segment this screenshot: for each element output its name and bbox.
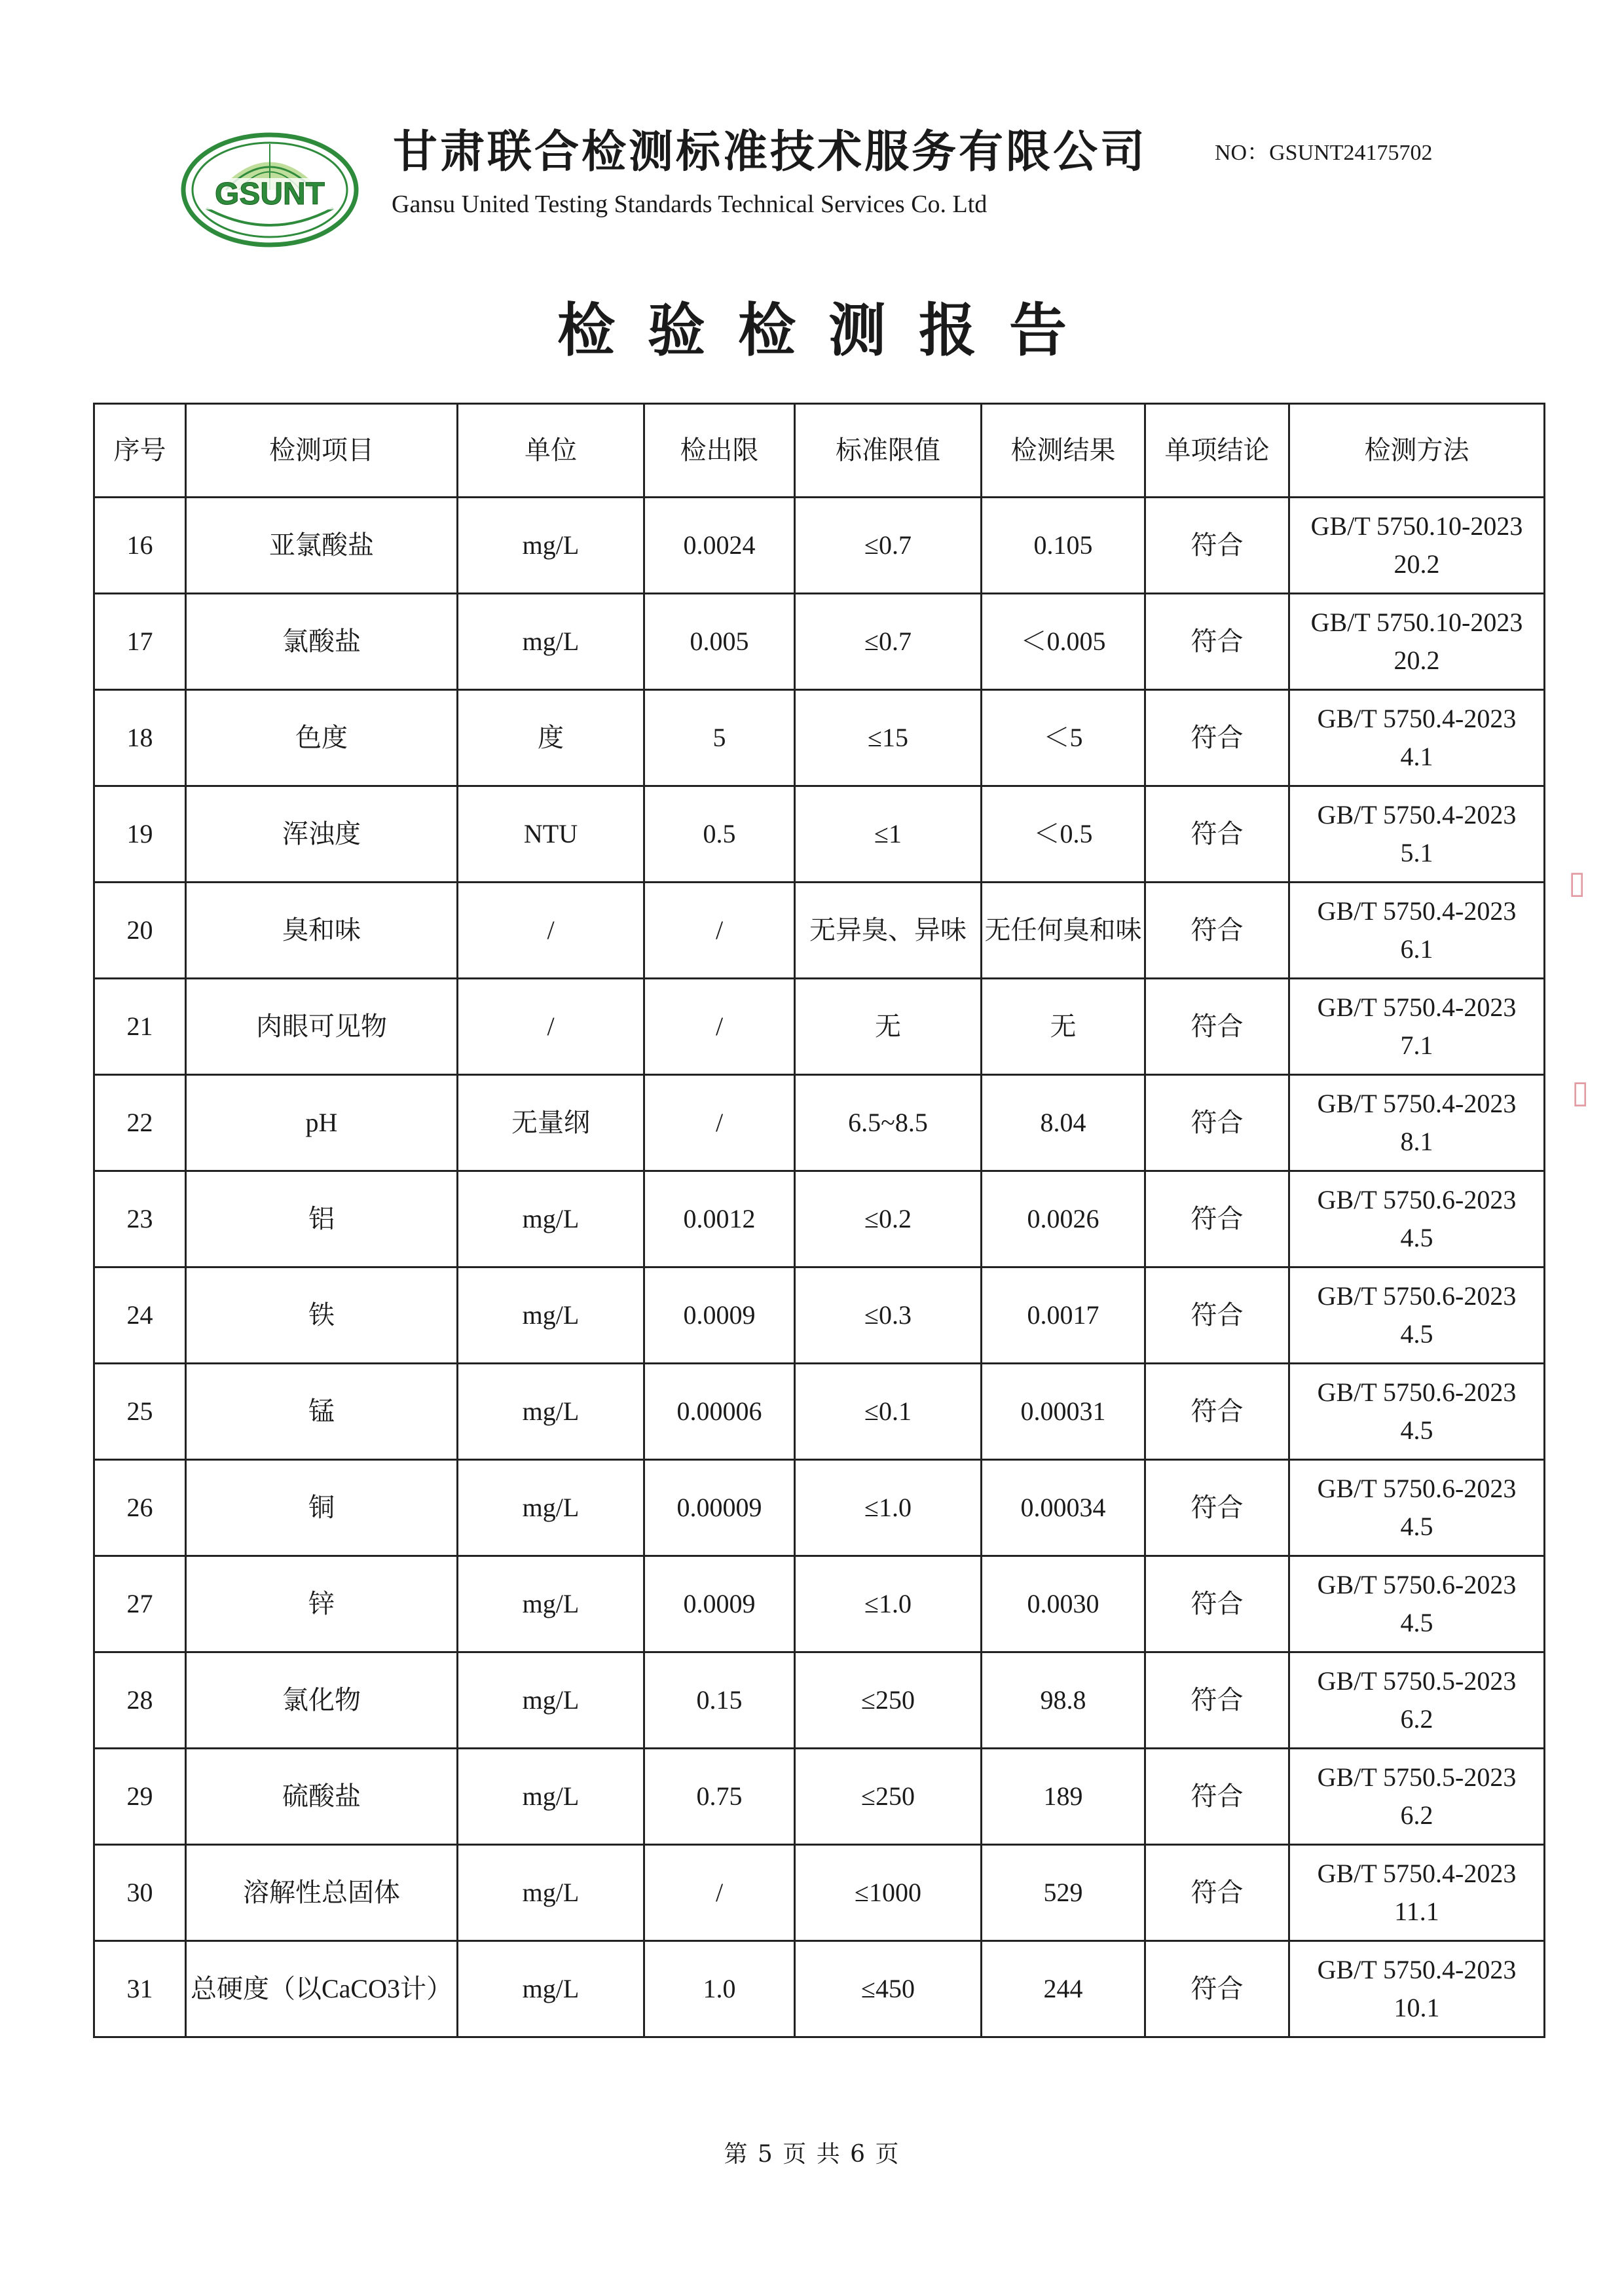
- row-item: pH: [186, 1075, 458, 1171]
- row-standard-limit: 6.5~8.5: [795, 1075, 982, 1171]
- row-conclusion: 符合: [1145, 1941, 1289, 2037]
- row-conclusion: 符合: [1145, 786, 1289, 883]
- row-no: 23: [94, 1171, 186, 1267]
- table-row: [94, 1845, 1545, 1941]
- row-unit: mg/L: [458, 1364, 644, 1460]
- row-result: 无任何臭和味: [982, 883, 1145, 979]
- header-unit: 单位: [458, 404, 644, 498]
- row-conclusion: 符合: [1145, 1652, 1289, 1749]
- method-standard: GB/T 5750.4-2023: [1317, 993, 1517, 1022]
- row-item: 锌: [186, 1556, 458, 1652]
- row-detection-limit: 0.5: [644, 786, 795, 883]
- table-row: [94, 1652, 1545, 1749]
- row-unit: NTU: [458, 786, 644, 883]
- row-detection-limit: 0.00006: [644, 1364, 795, 1460]
- table-header-row: [94, 404, 1545, 498]
- table-row: [94, 1941, 1545, 2037]
- row-no: 29: [94, 1749, 186, 1845]
- row-item: 铝: [186, 1171, 458, 1267]
- row-detection-limit: 0.0012: [644, 1171, 795, 1267]
- row-standard-limit: ≤0.7: [795, 594, 982, 690]
- row-result: 0.00034: [982, 1460, 1145, 1556]
- row-method: [1289, 1556, 1545, 1652]
- method-standard: GB/T 5750.4-2023: [1317, 1955, 1517, 1984]
- row-method: [1289, 1171, 1545, 1267]
- table-row: [94, 1364, 1545, 1460]
- method-clause: 4.5: [1400, 1608, 1433, 1637]
- company-name-en: Gansu United Testing Standards Technical Services Co. Ltd: [392, 191, 987, 218]
- row-no: 20: [94, 883, 186, 979]
- row-conclusion: 符合: [1145, 1749, 1289, 1845]
- method-clause: 5.1: [1400, 838, 1433, 867]
- row-standard-limit: ≤1: [795, 786, 982, 883]
- row-conclusion: 符合: [1145, 498, 1289, 594]
- row-method: [1289, 1075, 1545, 1171]
- method-clause: 20.2: [1393, 646, 1440, 675]
- row-standard-limit: ≤0.2: [795, 1171, 982, 1267]
- row-conclusion: 符合: [1145, 1556, 1289, 1652]
- row-result: 0.0026: [982, 1171, 1145, 1267]
- row-item: 溶解性总固体: [186, 1845, 458, 1941]
- row-conclusion: 符合: [1145, 1845, 1289, 1941]
- method-standard: GB/T 5750.4-2023: [1317, 800, 1517, 829]
- method-standard: GB/T 5750.4-2023: [1317, 1859, 1517, 1888]
- page-footer: 第 5 页 共 6 页: [724, 2141, 900, 2168]
- table-row: [94, 1460, 1545, 1556]
- seam-stamp-fragment-icon: ▯: [1572, 1074, 1589, 1110]
- logo-text: GSUNT: [215, 177, 325, 211]
- row-item: 氯化物: [186, 1652, 458, 1749]
- method-standard: GB/T 5750.4-2023: [1317, 896, 1517, 926]
- row-no: 16: [94, 498, 186, 594]
- row-conclusion: 符合: [1145, 690, 1289, 786]
- row-result: ＜0.005: [982, 594, 1145, 690]
- row-item: 浑浊度: [186, 786, 458, 883]
- row-item: 色度: [186, 690, 458, 786]
- row-item: 硫酸盐: [186, 1749, 458, 1845]
- method-standard: GB/T 5750.6-2023: [1317, 1377, 1517, 1407]
- row-result: 244: [982, 1941, 1145, 2037]
- row-unit: /: [458, 979, 644, 1075]
- method-clause: 4.1: [1400, 742, 1433, 771]
- row-result: 0.0030: [982, 1556, 1145, 1652]
- row-method: [1289, 1364, 1545, 1460]
- header-conclusion: 单项结论: [1145, 404, 1289, 498]
- company-name-cn: 甘肃联合检测标准技术服务有限公司: [393, 126, 1148, 178]
- row-standard-limit: ≤1.0: [795, 1460, 982, 1556]
- row-no: 27: [94, 1556, 186, 1652]
- table-row: [94, 979, 1545, 1075]
- row-detection-limit: 0.0024: [644, 498, 795, 594]
- row-detection-limit: 1.0: [644, 1941, 795, 2037]
- method-standard: GB/T 5750.6-2023: [1317, 1570, 1517, 1599]
- row-no: 25: [94, 1364, 186, 1460]
- row-standard-limit: ≤15: [795, 690, 982, 786]
- logo-graphic: [180, 131, 360, 249]
- table-row: [94, 1267, 1545, 1364]
- row-unit: mg/L: [458, 1556, 644, 1652]
- row-method: [1289, 1845, 1545, 1941]
- row-detection-limit: 0.15: [644, 1652, 795, 1749]
- row-unit: mg/L: [458, 1171, 644, 1267]
- row-item: 肉眼可见物: [186, 979, 458, 1075]
- row-item: 氯酸盐: [186, 594, 458, 690]
- report-title: 检验检测报告: [557, 296, 1099, 364]
- method-standard: GB/T 5750.4-2023: [1317, 704, 1517, 733]
- row-no: 22: [94, 1075, 186, 1171]
- row-conclusion: 符合: [1145, 979, 1289, 1075]
- row-result: ＜0.5: [982, 786, 1145, 883]
- row-method: [1289, 883, 1545, 979]
- row-unit: mg/L: [458, 1652, 644, 1749]
- row-unit: 无量纲: [458, 1075, 644, 1171]
- row-result: ＜5: [982, 690, 1145, 786]
- row-result: 无: [982, 979, 1145, 1075]
- method-clause: 8.1: [1400, 1127, 1433, 1156]
- row-unit: /: [458, 883, 644, 979]
- row-conclusion: 符合: [1145, 1364, 1289, 1460]
- method-standard: GB/T 5750.6-2023: [1317, 1474, 1517, 1503]
- row-detection-limit: 0.00009: [644, 1460, 795, 1556]
- method-clause: 10.1: [1393, 1993, 1440, 2022]
- row-detection-limit: /: [644, 979, 795, 1075]
- row-method: [1289, 1749, 1545, 1845]
- row-standard-limit: ≤0.7: [795, 498, 982, 594]
- row-standard-limit: ≤0.1: [795, 1364, 982, 1460]
- row-method: [1289, 1941, 1545, 2037]
- method-clause: 6.2: [1400, 1800, 1433, 1830]
- method-standard: GB/T 5750.5-2023: [1317, 1666, 1517, 1696]
- row-no: 18: [94, 690, 186, 786]
- row-standard-limit: 无: [795, 979, 982, 1075]
- method-clause: 6.1: [1400, 934, 1433, 964]
- method-standard: GB/T 5750.4-2023: [1317, 1089, 1517, 1118]
- method-clause: 4.5: [1400, 1223, 1433, 1252]
- table-row: [94, 1556, 1545, 1652]
- row-detection-limit: 0.0009: [644, 1267, 795, 1364]
- row-result: 189: [982, 1749, 1145, 1845]
- row-detection-limit: /: [644, 1075, 795, 1171]
- header-standard-limit: 标准限值: [795, 404, 982, 498]
- seam-stamp-fragment-icon: ▯: [1568, 864, 1586, 901]
- row-result: 98.8: [982, 1652, 1145, 1749]
- method-clause: 7.1: [1400, 1030, 1433, 1060]
- row-result: 529: [982, 1845, 1145, 1941]
- row-conclusion: 符合: [1145, 1460, 1289, 1556]
- row-conclusion: 符合: [1145, 594, 1289, 690]
- table-row: [94, 498, 1545, 594]
- row-unit: mg/L: [458, 1749, 644, 1845]
- row-method: [1289, 1267, 1545, 1364]
- row-detection-limit: /: [644, 883, 795, 979]
- row-detection-limit: 5: [644, 690, 795, 786]
- method-clause: 4.5: [1400, 1415, 1433, 1445]
- row-result: 0.00031: [982, 1364, 1145, 1460]
- row-standard-limit: ≤250: [795, 1652, 982, 1749]
- method-standard: GB/T 5750.10-2023: [1310, 511, 1523, 541]
- row-standard-limit: ≤250: [795, 1749, 982, 1845]
- row-method: [1289, 690, 1545, 786]
- method-clause: 11.1: [1394, 1897, 1439, 1926]
- header-method: 检测方法: [1289, 404, 1545, 498]
- row-detection-limit: 0.005: [644, 594, 795, 690]
- table-row: [94, 594, 1545, 690]
- row-item: 亚氯酸盐: [186, 498, 458, 594]
- row-detection-limit: /: [644, 1845, 795, 1941]
- row-method: [1289, 786, 1545, 883]
- company-logo: [180, 131, 360, 249]
- row-no: 31: [94, 1941, 186, 2037]
- row-standard-limit: ≤450: [795, 1941, 982, 2037]
- row-standard-limit: ≤1.0: [795, 1556, 982, 1652]
- row-unit: mg/L: [458, 1845, 644, 1941]
- row-method: [1289, 1652, 1545, 1749]
- row-item: 铁: [186, 1267, 458, 1364]
- table-row: [94, 1171, 1545, 1267]
- row-standard-limit: ≤1000: [795, 1845, 982, 1941]
- row-result: 0.105: [982, 498, 1145, 594]
- row-item: 铜: [186, 1460, 458, 1556]
- row-detection-limit: 0.75: [644, 1749, 795, 1845]
- row-standard-limit: 无异臭、异味: [795, 883, 982, 979]
- method-standard: GB/T 5750.5-2023: [1317, 1762, 1517, 1792]
- row-no: 26: [94, 1460, 186, 1556]
- row-standard-limit: ≤0.3: [795, 1267, 982, 1364]
- row-item: 总硬度（以CaCO3计）: [186, 1941, 458, 2037]
- row-conclusion: 符合: [1145, 1171, 1289, 1267]
- row-result: 8.04: [982, 1075, 1145, 1171]
- row-item: 臭和味: [186, 883, 458, 979]
- row-method: [1289, 979, 1545, 1075]
- table-row: [94, 786, 1545, 883]
- row-no: 19: [94, 786, 186, 883]
- header-item: 检测项目: [186, 404, 458, 498]
- row-no: 21: [94, 979, 186, 1075]
- method-clause: 4.5: [1400, 1512, 1433, 1541]
- table-row: [94, 690, 1545, 786]
- table-row: [94, 883, 1545, 979]
- row-unit: mg/L: [458, 1941, 644, 2037]
- header-detection-limit: 检出限: [644, 404, 795, 498]
- row-detection-limit: 0.0009: [644, 1556, 795, 1652]
- row-unit: mg/L: [458, 1267, 644, 1364]
- method-standard: GB/T 5750.6-2023: [1317, 1281, 1517, 1311]
- row-unit: mg/L: [458, 1460, 644, 1556]
- row-method: [1289, 594, 1545, 690]
- row-conclusion: 符合: [1145, 1267, 1289, 1364]
- method-standard: GB/T 5750.6-2023: [1317, 1185, 1517, 1214]
- row-unit: 度: [458, 690, 644, 786]
- row-no: 30: [94, 1845, 186, 1941]
- row-result: 0.0017: [982, 1267, 1145, 1364]
- header-no: 序号: [94, 404, 186, 498]
- row-no: 24: [94, 1267, 186, 1364]
- report-number: NO：GSUNT24175702: [1215, 141, 1433, 165]
- test-results-table: [93, 403, 1545, 2038]
- header-result: 检测结果: [982, 404, 1145, 498]
- method-standard: GB/T 5750.10-2023: [1310, 608, 1523, 637]
- row-no: 28: [94, 1652, 186, 1749]
- row-method: [1289, 1460, 1545, 1556]
- row-method: [1289, 498, 1545, 594]
- method-clause: 6.2: [1400, 1704, 1433, 1734]
- method-clause: 20.2: [1393, 549, 1440, 579]
- table-row: [94, 1075, 1545, 1171]
- row-unit: mg/L: [458, 594, 644, 690]
- row-unit: mg/L: [458, 498, 644, 594]
- row-item: 锰: [186, 1364, 458, 1460]
- row-conclusion: 符合: [1145, 1075, 1289, 1171]
- row-conclusion: 符合: [1145, 883, 1289, 979]
- method-clause: 4.5: [1400, 1319, 1433, 1349]
- row-no: 17: [94, 594, 186, 690]
- table-row: [94, 1749, 1545, 1845]
